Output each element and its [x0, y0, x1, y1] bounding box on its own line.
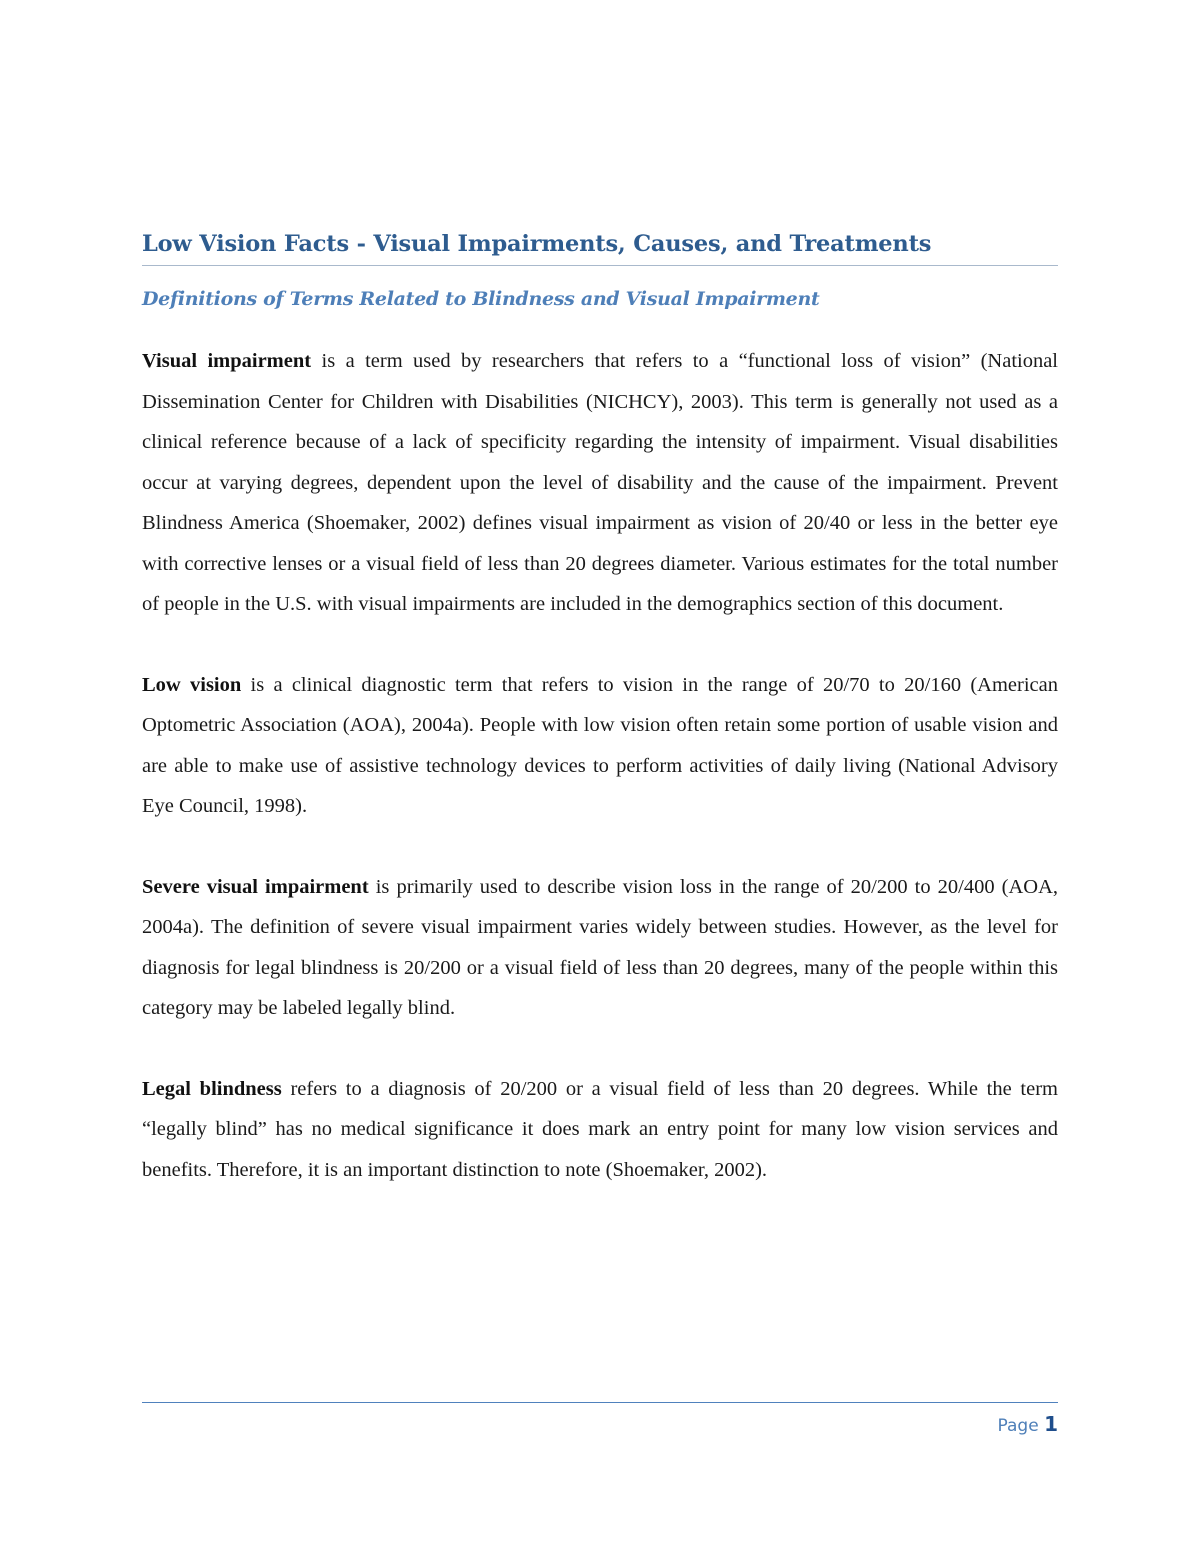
definition-paragraph — [142, 341, 1058, 625]
definition-paragraph — [142, 867, 1058, 1029]
page-label: Page — [997, 1416, 1039, 1436]
page-number — [998, 1409, 1058, 1441]
document-title: Low Vision Facts - Visual Impairments, Causes, and Treatments — [142, 226, 1058, 266]
definition-text: refers to a diagnosis of 20/200 or a visual field of less than 20 degrees. While the term “legally blind” has no medical significance it does mark an entry point for many low vision services and benefits. Therefore, it is an important distinction to note (Shoemaker, 2002). — [142, 1077, 1058, 1181]
definition-text: is a term used by researchers that refers to a “functional loss of vision” (National Dissemination Center for Children with Disabilities (NICHCY), 2003). This term is generally not used as a clinical reference because of a lack of specificity regarding the intensity of impairment. Visual disabilities occur at varying degrees, dependent upon the level of disability and the cause of the impairment. Prevent Blindness America (Shoemaker, 2002) defines visual impairment as vision of 20/40 or less in the better eye with corrective lenses or a visual field of less than 20 degrees diameter. Various estimates for the total number of people in the U.S. with visual impairments are included in the demographics section of this document. — [142, 350, 1058, 615]
section-subtitle: Definitions of Terms Related to Blindness and Visual Impairment — [142, 288, 820, 310]
definition-term: Visual impairment — [142, 350, 312, 372]
definition-paragraph — [142, 665, 1058, 827]
definition-term: Severe visual impairment — [142, 875, 369, 898]
definition-text: is a clinical diagnostic term that refers to vision in the range of 20/70 to 20/160 (American Optometric Association (AOA), 2004a). People with low vision often retain some portion of usable vision and are able to make use of assistive technology devices to perform activities of daily living (National Advisory Eye Council, 1998). — [142, 673, 1058, 817]
definition-term: Low vision — [142, 673, 242, 696]
page-content — [142, 226, 1058, 1190]
definition-paragraph — [142, 1069, 1058, 1191]
footer-divider — [142, 1402, 1058, 1403]
definition-term: Legal blindness — [142, 1077, 282, 1100]
definition-text: is primarily used to describe vision loss in the range of 20/200 to 20/400 (AOA, 2004a). The definition of severe visual impairment varies widely between studies. However, as the level for diagnosis for legal blindness is 20/200 or a visual field of less than 20 degrees, many of the people within this category may be labeled legally blind. — [142, 875, 1058, 1019]
page-number-value: 1 — [1044, 1412, 1058, 1436]
